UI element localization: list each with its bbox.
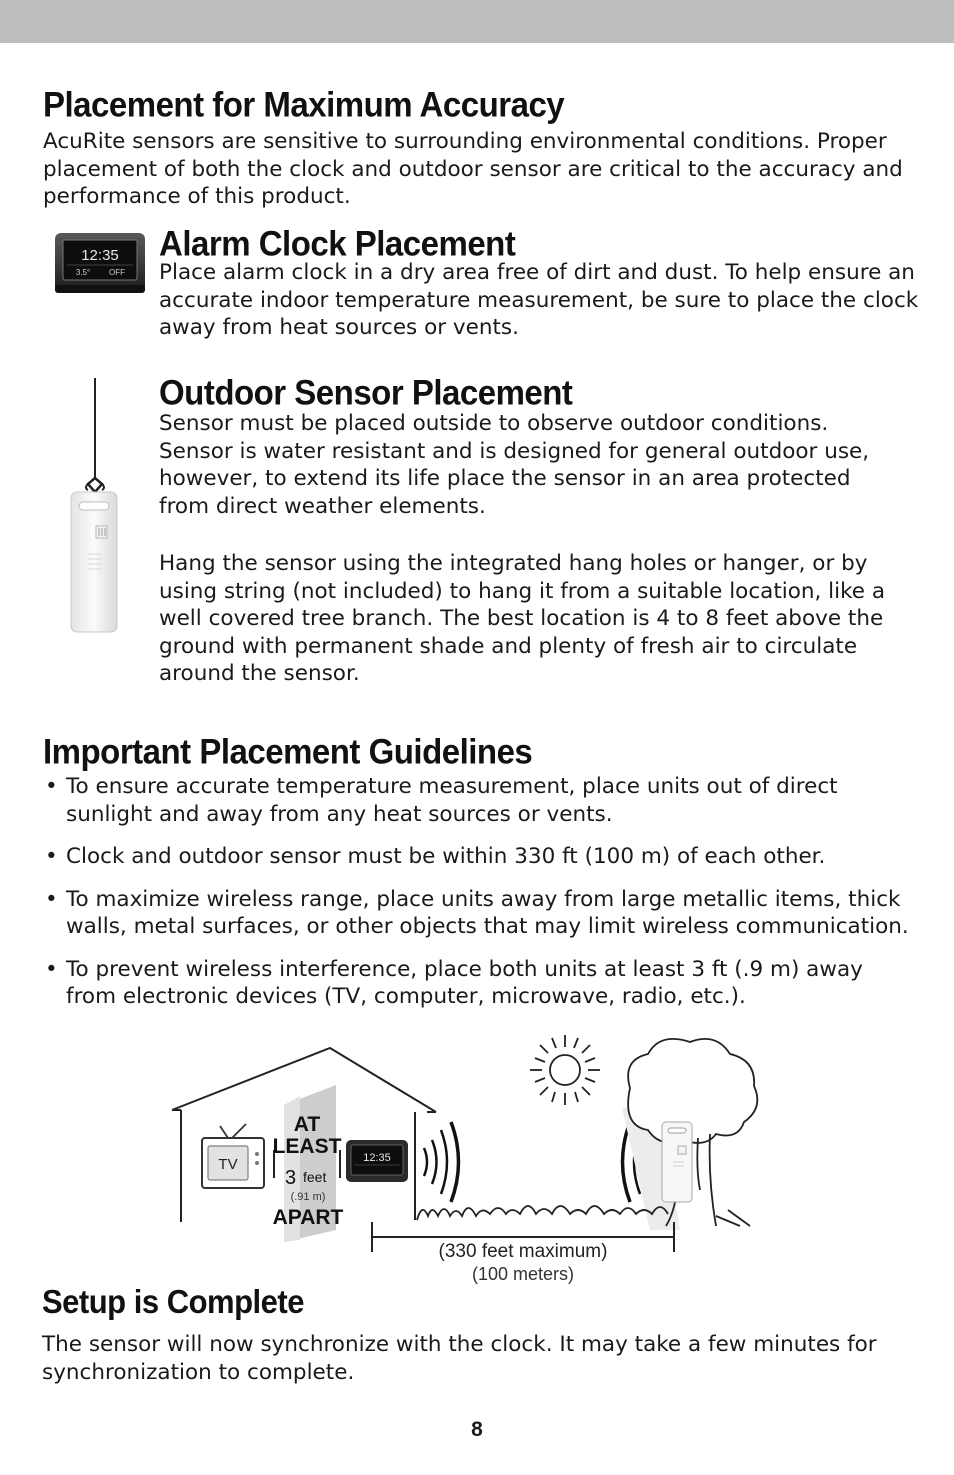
signal-waves-right-icon [424, 1122, 459, 1202]
outdoor-sensor-text-1: Sensor must be placed outside to observe outdoor conditions. Sensor is water resistant and is designed for general outdoor use, however, to extend its life place the sensor in an area protected from direct weather elements. [159, 411, 870, 519]
distance-meters-label: (100 meters) [471, 1264, 575, 1284]
sun-icon [530, 1035, 600, 1105]
complete-heading: Setup is Complete [42, 1283, 304, 1321]
outdoor-sensor-heading: Outdoor Sensor Placement [159, 372, 573, 412]
tv-icon [202, 1124, 264, 1188]
alarm-clock-text: Place alarm clock in a dry area free of dirt and dust. To help ensure an accurate indoor temperature measurement, be sure to place the clock away from heat sources or vents. [159, 260, 919, 340]
guideline-item: • To prevent wireless interference, place both units at least 3 ft (.9 m) away from electronic devices (TV, computer, microwave, radio, etc.). [43, 956, 913, 1011]
top-band [0, 0, 954, 43]
page-number: 8 [471, 1418, 483, 1441]
three-label: 3 [285, 1167, 297, 1189]
outdoor-sensor-text-2: Hang the sensor using the integrated hang holes or hanger, or by using string (not included) to hang it from a suitable location, like a well covered tree branch. The best location is 4 to 8 feet above the ground with permanent shade and plenty of fresh air to circulate around the sensor. [159, 551, 886, 686]
least-label: LEAST [272, 1135, 342, 1158]
guideline-item: • Clock and outdoor sensor must be within 330 ft (100 m) of each other. [43, 843, 913, 871]
feet-label: feet [303, 1169, 327, 1185]
distance-feet-label: (330 feet maximum) [438, 1241, 608, 1262]
tv-label: TV [218, 1156, 238, 1173]
complete-text: The sensor will now synchronize with the clock. It may take a few minutes for synchronization to complete. [42, 1332, 877, 1385]
guidelines-heading: Important Placement Guidelines [43, 731, 533, 771]
alarm-clock-heading: Alarm Clock Placement [159, 223, 516, 263]
tree-sensor-icon [662, 1122, 692, 1202]
meters-label: (.91 m) [290, 1191, 326, 1203]
small-clock-icon [346, 1140, 408, 1182]
placement-text: AcuRite sensors are sensitive to surrounding environmental conditions. Proper placement of both the clock and outdoor sensor are critical to the accuracy and performance of this product. [43, 129, 903, 209]
alarm-clock-image [53, 229, 147, 297]
guideline-item: • To maximize wireless range, place units away from large metallic items, thick walls, metal surfaces, or other objects that may limit wireless communication. [43, 886, 913, 941]
apart-label: APART [272, 1206, 344, 1229]
guideline-item: • To ensure accurate temperature measurement, place units out of direct sunlight and away from any heat sources or vents. [43, 773, 913, 828]
placement-heading: Placement for Maximum Accuracy [43, 84, 565, 124]
guidelines-list [43, 773, 913, 1026]
small-clock-time: 12:35 [363, 1152, 391, 1164]
placement-diagram [160, 1030, 770, 1290]
clock-status-text: OFF [109, 268, 125, 277]
outdoor-sensor-image [66, 376, 126, 634]
grass-line [417, 1206, 668, 1220]
clock-temp-text: 3.5° [75, 268, 91, 277]
clock-time-text: 12:35 [81, 247, 119, 264]
at-label: AT [293, 1113, 321, 1136]
